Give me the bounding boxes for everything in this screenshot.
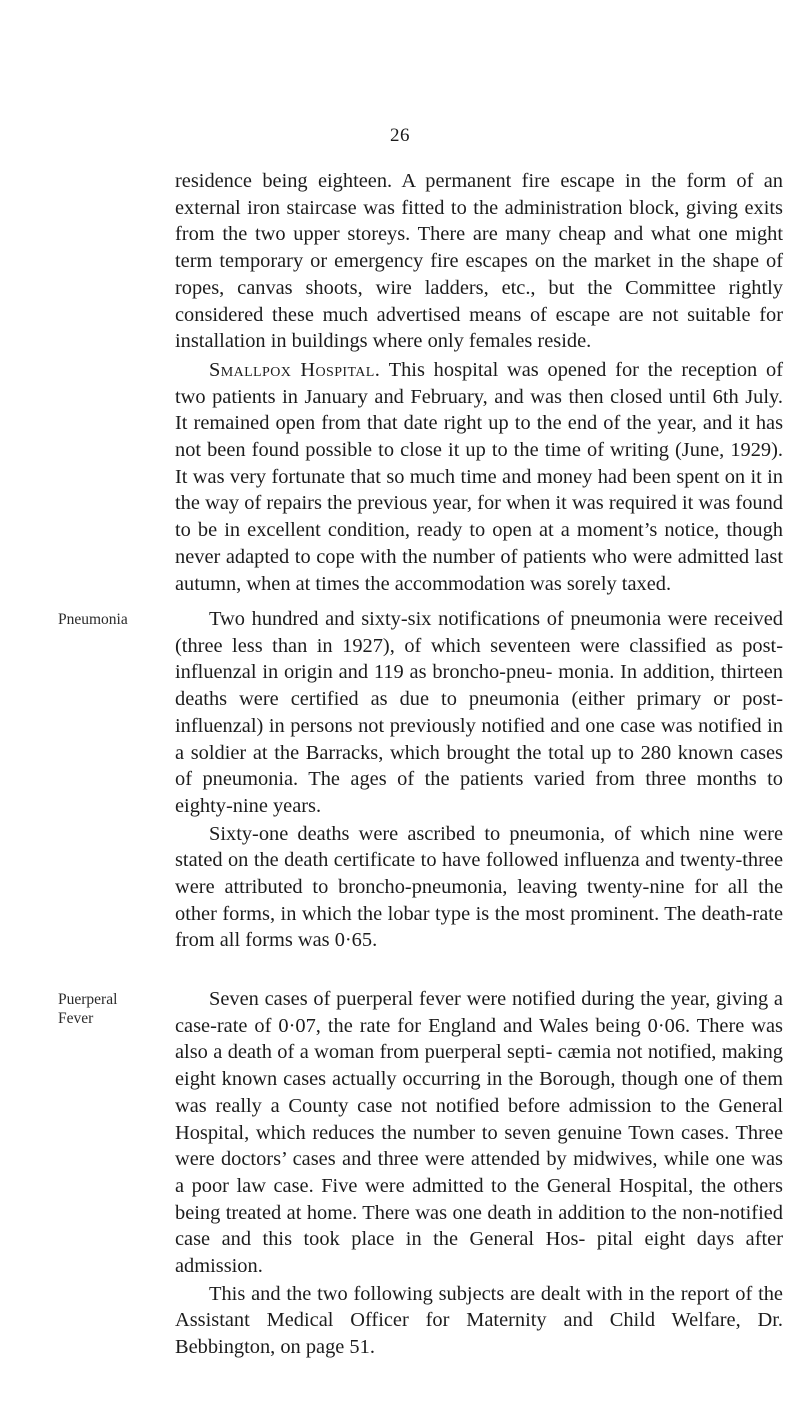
- smallpox-hospital-paragraph: [175, 357, 783, 597]
- puerperal-fever-paragraph-1: Seven cases of puerperal fever were notified during the year, giving a case-rate of 0·07, the rate for England and Wales being 0·06. There was also a death of a woman from puerperal septi- cæmia not notified, making eight known cases actually occurring in the Borough, though one of them was really a County case not notified before admission to the General Hospital, which reduces the number to seven genuine Town cases. Three were doctors’ cases and three were attended by midwives, while one was a poor law case. Five were admitted to the General Hospital, the others being treated at home. There was one death in addition to the non-notified case and this took place in the General Hos- pital eight days after admission.: [175, 988, 783, 1278]
- pneumonia-margin-note: Pneumonia: [58, 611, 128, 628]
- smallpox-hospital-heading: Smallpox Hospital.: [209, 358, 381, 381]
- fire-escape-paragraph: residence being eighteen. A permanent fire escape in the form of an external iron staircase was fitted to the administration block, giving exits from the two upper storeys. There are many cheap and what one might term temporary or emergency fire escapes on the market in the shape of ropes, canvas shoots, wire ladders, etc., but the Committee rightly considered these much advertised means of escape are not suitable for installation in buildings where only females reside.: [175, 170, 783, 353]
- puerperal-fever-margin-line-2: Fever: [58, 1010, 94, 1027]
- puerperal-fever-body: [175, 986, 783, 1361]
- puerperal-fever-paragraph-2: This and the two following subjects are dealt with in the report of the Assistant Medical Officer for Maternity and Child Welfare, Dr. Bebbington, on page 51.: [175, 1282, 783, 1359]
- pneumonia-paragraph-1: Two hundred and sixty-six notifications of pneumonia were received (three less than in 1927), of which seventeen were classified as post-influenzal in origin and 119 as broncho-pneu- monia. In addition, thirteen deaths were certified as due to pneumonia (either primary or post-influenzal) in persons not previously notified and one case was notified in a soldier at the Barracks, which brought the total up to 280 known cases of pneumonia. The ages of the patients varied from three months to eighty-nine years.: [175, 608, 783, 817]
- continuation-body: [175, 168, 783, 597]
- puerperal-fever-margin-line-1: Puerperal: [58, 991, 118, 1008]
- pneumonia-body: [175, 606, 783, 954]
- pneumonia-paragraph-2: Sixty-one deaths were ascribed to pneumonia, of which nine were stated on the death certificate to have followed influenza and twenty-three were attributed to broncho-pneumonia, leaving twenty-nine for all the other forms, in which the lobar type is the most prominent. The death-rate from all forms was 0·65.: [175, 822, 783, 952]
- smallpox-hospital-text: This hospital was opened for the reception of two patients in January and February, and was then closed until 6th July. It remained open from that date right up to the end of the year, and it has not been found possible to close it up to the time of writing (June, 1929). It was very fortunate that so much time and money had been spent on it in the way of repairs the previous year, for when it was required it was found to be in excellent condition, ready to open at a moment’s notice, though never adapted to cope with the number of patients who were admitted last autumn, when at times the accommodation was sorely taxed.: [175, 358, 783, 595]
- puerperal-fever-margin-note: [58, 990, 158, 1028]
- page-number: 26: [390, 125, 410, 146]
